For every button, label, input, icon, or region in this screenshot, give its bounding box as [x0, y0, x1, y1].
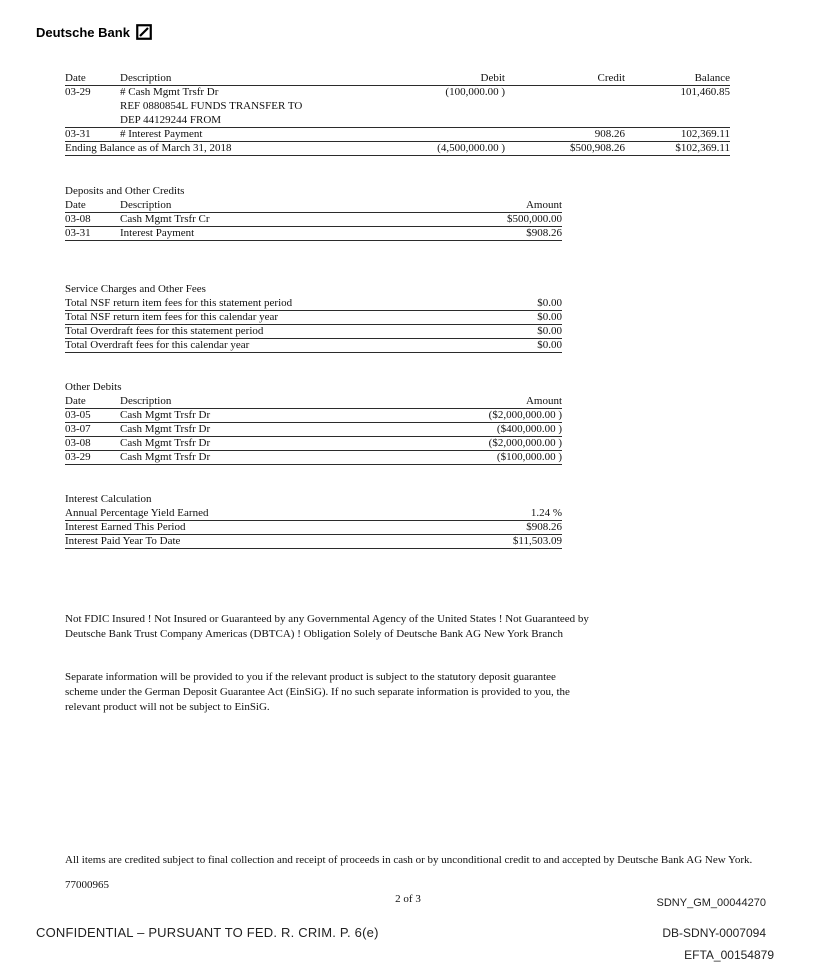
- deposit-amount: $908.26: [526, 226, 562, 239]
- other-debits-table: [65, 394, 562, 465]
- ending-debit-total: (4,500,000.00 ): [437, 141, 505, 154]
- debit-date: 03-07: [65, 422, 91, 435]
- fee-amount: $0.00: [537, 338, 562, 351]
- deposits-title: Deposits and Other Credits: [65, 185, 185, 197]
- bates-stamp-efta: EFTA_00154879: [684, 948, 774, 962]
- interest-calc-section: [65, 492, 562, 549]
- col-balance: Balance: [694, 71, 730, 84]
- txn-detail-line: REF 0880854L FUNDS TRANSFER TO: [120, 100, 303, 112]
- ending-balance-row: [65, 141, 730, 155]
- transaction-detail-row: [65, 99, 730, 113]
- debit-amount: ($2,000,000.00 ): [488, 436, 562, 449]
- fee-amount: $0.00: [537, 310, 562, 323]
- fee-amount: $0.00: [537, 296, 562, 309]
- service-charges-section: [65, 282, 562, 353]
- interest-amount: 1.24 %: [530, 506, 562, 519]
- document-number: 77000965: [65, 879, 109, 891]
- txn-debit: (100,000.00 ): [445, 86, 505, 98]
- transactions-header-row: [65, 71, 730, 85]
- debit-description: Cash Mgmt Trsfr Dr: [120, 436, 211, 449]
- debit-row: [65, 450, 562, 464]
- txn-credit: 908.26: [594, 127, 625, 140]
- interest-label: Interest Paid Year To Date: [65, 534, 181, 547]
- other-debits-header-row: [65, 394, 562, 408]
- col-description: Description: [120, 394, 172, 407]
- interest-label: Interest Earned This Period: [65, 520, 186, 533]
- debit-description: Cash Mgmt Trsfr Dr: [120, 450, 211, 463]
- transaction-row: [65, 127, 730, 141]
- txn-detail-line: DEP 44129244 FROM: [120, 113, 222, 126]
- debit-row: [65, 408, 562, 422]
- interest-calc-title: Interest Calculation: [65, 493, 152, 505]
- debit-amount: ($400,000.00 ): [496, 422, 562, 435]
- service-charges-title: Service Charges and Other Fees: [65, 283, 206, 295]
- bates-stamp-db: DB-SDNY-0007094: [662, 926, 766, 940]
- debit-amount: ($2,000,000.00 ): [488, 408, 562, 421]
- deposit-amount: $500,000.00: [507, 212, 562, 225]
- interest-row: [65, 534, 562, 548]
- debit-amount: ($100,000.00 ): [496, 450, 562, 463]
- fee-row: [65, 296, 562, 310]
- txn-date: 03-31: [65, 127, 91, 140]
- txn-balance: 102,369.11: [680, 127, 730, 140]
- interest-row: [65, 520, 562, 534]
- fdic-disclaimer: Not FDIC Insured ! Not Insured or Guaranteed by any Governmental Agency of the United States ! Not Guaranteed by Deutsche Bank Trust Company Americas (DBTCA) ! Obligation Solely of Deutsche Bank AG New York Branch: [65, 613, 589, 640]
- col-credit: Credit: [597, 71, 625, 84]
- col-date: Date: [65, 71, 86, 84]
- txn-date: 03-29: [65, 86, 91, 98]
- fee-label: Total Overdraft fees for this statement period: [65, 324, 264, 337]
- deposit-date: 03-31: [65, 226, 91, 239]
- col-amount: Amount: [525, 198, 562, 211]
- transactions-table: [65, 71, 730, 156]
- transaction-detail-row: [65, 113, 730, 127]
- deposit-description: Cash Mgmt Trsfr Cr: [120, 212, 210, 225]
- debit-date: 03-29: [65, 450, 91, 463]
- einsig-disclaimer: Separate information will be provided to you if the relevant product is subject to the statutory deposit guarantee scheme under the German Deposit Guarantee Act (EinSiG). If no such separate information is provided to you, the relevant product will not be subject to EinSiG.: [65, 671, 570, 713]
- txn-description: # Interest Payment: [120, 127, 203, 140]
- debit-description: Cash Mgmt Trsfr Dr: [120, 422, 211, 435]
- fee-label: Total Overdraft fees for this calendar year: [65, 338, 250, 351]
- col-description: Description: [120, 198, 172, 211]
- col-debit: Debit: [480, 71, 505, 84]
- bank-name: Deutsche Bank: [36, 24, 130, 40]
- bank-header: [36, 24, 152, 40]
- debit-date: 03-08: [65, 436, 91, 449]
- deposit-date: 03-08: [65, 212, 91, 225]
- col-amount: Amount: [525, 394, 562, 407]
- ending-credit-total: $500,908.26: [570, 141, 625, 154]
- confidential-notice: CONFIDENTIAL – PURSUANT TO FED. R. CRIM. P. 6(e): [36, 925, 379, 940]
- interest-label: Annual Percentage Yield Earned: [65, 506, 209, 519]
- page-number: 2 of 3: [395, 893, 421, 905]
- col-description: Description: [120, 71, 172, 84]
- deposits-header-row: [65, 198, 562, 212]
- fee-row: [65, 338, 562, 352]
- fee-amount: $0.00: [537, 324, 562, 337]
- txn-debit: [375, 127, 505, 141]
- deposits-table: [65, 198, 562, 241]
- fee-row: [65, 310, 562, 324]
- other-debits-title: Other Debits: [65, 381, 122, 393]
- transaction-row: [65, 85, 730, 99]
- deposit-description: Interest Payment: [120, 226, 195, 239]
- col-date: Date: [65, 394, 86, 407]
- ending-balance-value: $102,369.11: [675, 141, 730, 154]
- interest-calc-table: [65, 506, 562, 549]
- bates-stamp-sdny: SDNY_GM_00044270: [656, 897, 766, 909]
- txn-credit: [505, 85, 625, 99]
- deposits-section: [65, 184, 562, 241]
- other-debits-section: [65, 380, 562, 465]
- txn-description: # Cash Mgmt Trsfr Dr: [120, 86, 219, 98]
- ending-balance-label: Ending Balance as of March 31, 2018: [65, 141, 232, 154]
- debit-row: [65, 422, 562, 436]
- txn-balance: 101,460.85: [680, 86, 730, 98]
- fee-label: Total NSF return item fees for this statement period: [65, 296, 293, 309]
- interest-row: [65, 506, 562, 520]
- fee-row: [65, 324, 562, 338]
- col-date: Date: [65, 198, 86, 211]
- debit-date: 03-05: [65, 408, 91, 421]
- debit-row: [65, 436, 562, 450]
- credit-note: All items are credited subject to final collection and receipt of proceeds in cash or by unconditional credit to and accepted by Deutsche Bank AG New York.: [65, 854, 753, 866]
- fee-label: Total NSF return item fees for this calendar year: [65, 310, 279, 323]
- debit-description: Cash Mgmt Trsfr Dr: [120, 408, 211, 421]
- deutsche-bank-logo-icon: [136, 24, 152, 40]
- deposit-row: [65, 212, 562, 226]
- service-charges-table: [65, 296, 562, 353]
- deposit-row: [65, 226, 562, 240]
- interest-amount: $908.26: [526, 520, 562, 533]
- interest-amount: $11,503.09: [512, 534, 562, 547]
